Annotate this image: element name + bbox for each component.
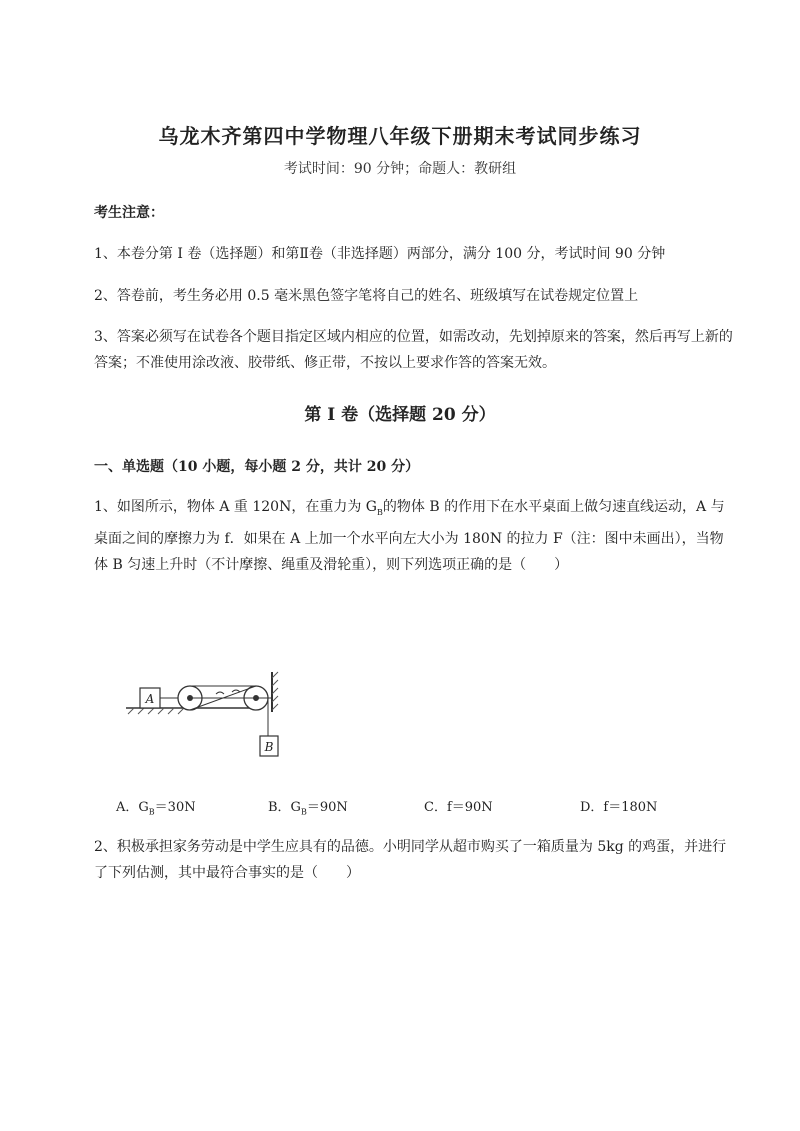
notice-heading: 考生注意： [94, 205, 164, 221]
notice-item-2: 2、答卷前，考生务必用 0.5 毫米黑色签字笔将自己的姓名、班级填写在试卷规定位置上 [94, 288, 639, 304]
page-title: 乌龙木齐第四中学物理八年级下册期末考试同步练习 [158, 124, 642, 148]
question-2-text: 2、积极承担家务劳动是中学生应具有的品德。小明同学从超市购买了一箱质量为 5kg 的鸡蛋，并进行了下列估测，其中最符合事实的是（ ） [94, 839, 727, 881]
option-a: A．$G_B=30N$ [116, 800, 196, 817]
block-a-label: A [145, 692, 155, 706]
notice-item-3: 3、答案必须写在试卷各个题目指定区域内相应的位置，如需改动，先划掉原来的答案，然后再写上新的答案；不准使用涂改液、胶带纸、修正带，不按以上要求作答的答案无效。 [94, 329, 733, 371]
notice-item-1: 1、本卷分第 I 卷（选择题）和第Ⅱ卷（非选择题）两部分，满分 100 分，考试时间 90 分钟 [94, 246, 666, 262]
question-type-heading: 一、单选题（10 小题，每小题 2 分，共计 20 分） [94, 459, 420, 475]
question-1-text: 1、如图所示，物体 A 重 120N，在重力为 $G_B$的物体 B 的作用下在水平桌面上做匀速直线运动，A 与桌面之间的摩擦力为 f．如果在 A 上加一个水平向左大小为 180N 的拉力 F（注：图中未画出），当物体 B 匀速上升时（不计摩擦、绳重及滑轮重），则下列选项正确的是（ ） [94, 499, 725, 573]
section-title: 第 I 卷（选择题 20 分） [304, 405, 496, 425]
option-c: C．f＝90N [424, 800, 493, 815]
option-d: D．f＝180N [580, 800, 658, 815]
exam-info: 考试时间：90 分钟；命题人：教研组 [283, 161, 517, 177]
pulley-diagram [124, 670, 294, 765]
option-b: B．$G_B=90N$ [268, 800, 348, 817]
block-b-label: B [264, 740, 274, 754]
